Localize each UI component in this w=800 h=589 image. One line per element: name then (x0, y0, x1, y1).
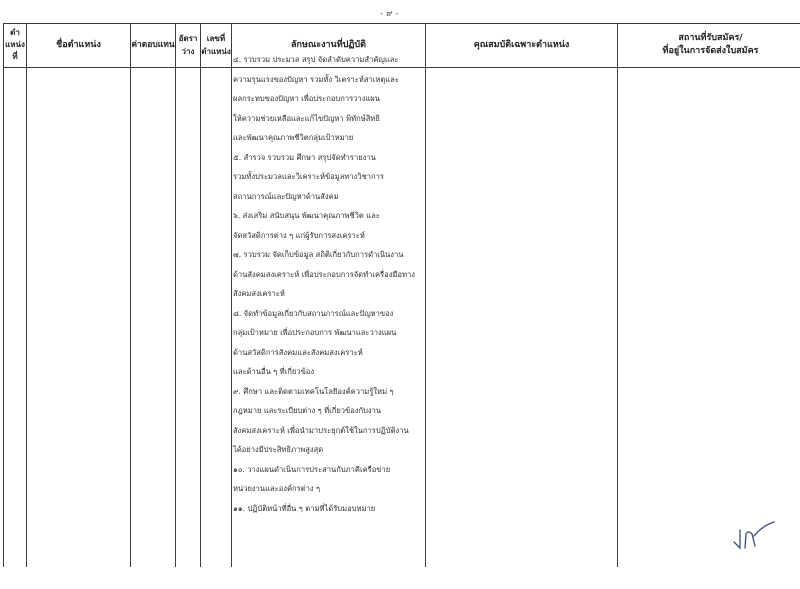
signature-mark (728, 520, 778, 556)
header-application-place (618, 23, 800, 67)
duty-line: รวมทั้งประมวลและวิเคราะห์ข้อมูลทางวิชาการ (233, 172, 384, 181)
col-border-7 (617, 23, 618, 567)
job-description-cell (231, 50, 426, 518)
duty-line: ๙. ศึกษา และติดตามเทคโนโลยีองค์ความรู้ใหม่ ๆ (233, 386, 394, 396)
header-label-line: คุณสมบัติเฉพาะตำแหน่ง (473, 39, 570, 50)
duty-line: สังคมสงเคราะห์ เพื่อนำมาประยุกต์ใช้ในการปฏิบัติงาน (233, 425, 409, 435)
duty-line: ได้อย่างมีประสิทธิภาพสูงสุด (233, 445, 324, 454)
header-label-line: ที่อยู่ในการจัดส่งใบสมัคร (662, 46, 759, 56)
page-number: - ๙ - (380, 9, 399, 19)
duty-line: สถานการณ์และปัญหาด้านสังคม (233, 191, 339, 201)
duty-line: และพัฒนาคุณภาพชีวิตกลุ่มเป้าหมาย (233, 133, 354, 142)
header-compensation (131, 23, 175, 67)
duty-line: ๑๑. ปฏิบัติหน้าที่อื่น ๆ ตามที่ได้รับมอบหมาย (233, 503, 376, 513)
duty-line: กลุ่มเป้าหมาย เพื่อประกอบการ พัฒนาและวางแผน (233, 328, 397, 337)
col-border-2 (130, 23, 131, 567)
duty-line: และด้านอื่น ๆ ที่เกี่ยวข้อง (233, 367, 315, 376)
header-label-line: สถานที่รับสมัคร/ (678, 33, 743, 43)
duty-line: ด้านสังคมสงเคราะห์ เพื่อประกอบการจัดทำเครื่องมือทาง (233, 269, 415, 279)
duty-line: ๑๐. วางแผนดำเนินการประสานกับภาคีเครือข่าย (233, 464, 391, 474)
duty-line: ๗. รวบรวม จัดเก็บข้อมูล สถิติเกี่ยวกับการดำเนินงาน (233, 250, 404, 259)
duty-line: ด้านสวัสดิการสังคมและสังคมสงเคราะห์ (233, 347, 363, 357)
duty-line: ๔. รวบรวม ประมวล สรุป จัดลำดับความสำคัญและ (233, 55, 399, 64)
duty-line: ให้ความช่วยเหลือและแก้ไขปัญหา พิทักษ์สิทธิ (233, 113, 381, 123)
duty-line: ๖. ส่งเสริม สนับสนุน พัฒนาคุณภาพชีวิต และ (233, 211, 380, 220)
header-label-line: เลขที่ (206, 34, 226, 43)
header-label-line: ว่าง (181, 47, 195, 56)
header-label-line: ค่าตอบแทน (131, 39, 175, 50)
header-label-line: อัตรา (178, 34, 198, 43)
header-label-line: ตำแหน่ง (201, 47, 231, 56)
col-border-4 (200, 23, 201, 567)
header-position-number (201, 23, 231, 67)
header-position-name (27, 23, 130, 67)
header-label-line: ตำ (10, 28, 20, 37)
header-qualifications (426, 23, 617, 67)
duty-line: ๕. สำรวจ รวบรวม ศึกษา สรุปจัดทำรายงาน (233, 152, 376, 162)
header-label-line: ชื่อตำแหน่ง (56, 39, 101, 50)
duty-line: ผลกระทบของปัญหา เพื่อประกอบการวางแผน (233, 94, 380, 103)
duty-line: จัดสวัสดิการต่าง ๆ แก่ผู้รับการสงเคราะห์ (233, 230, 365, 240)
duty-line: ความรุนแรงของปัญหา รวมทั้ง วิเคราะห์สาเหตุและ (233, 74, 399, 84)
header-label-line: ลักษณะงานที่ปฏิบัติ (291, 39, 366, 50)
duty-line: สังคมสงเคราะห์ (233, 289, 285, 298)
header-label-line: ที่ (12, 52, 18, 61)
header-vacancy-rate (176, 23, 200, 67)
col-border-3 (175, 23, 176, 567)
duty-line: ๘. จัดทำข้อมูลเกี่ยวกับสถานการณ์และปัญหาของ (233, 308, 394, 318)
duty-line: หน่วยงานและองค์กรต่าง ๆ (233, 484, 321, 493)
header-label-line: แหน่ง (5, 40, 25, 49)
header-position-no (4, 23, 26, 67)
col-border-0 (3, 23, 4, 567)
duty-line: กฎหมาย และระเบียบต่าง ๆ ที่เกี่ยวข้องกับงาน (233, 406, 382, 415)
col-border-1 (26, 23, 27, 567)
